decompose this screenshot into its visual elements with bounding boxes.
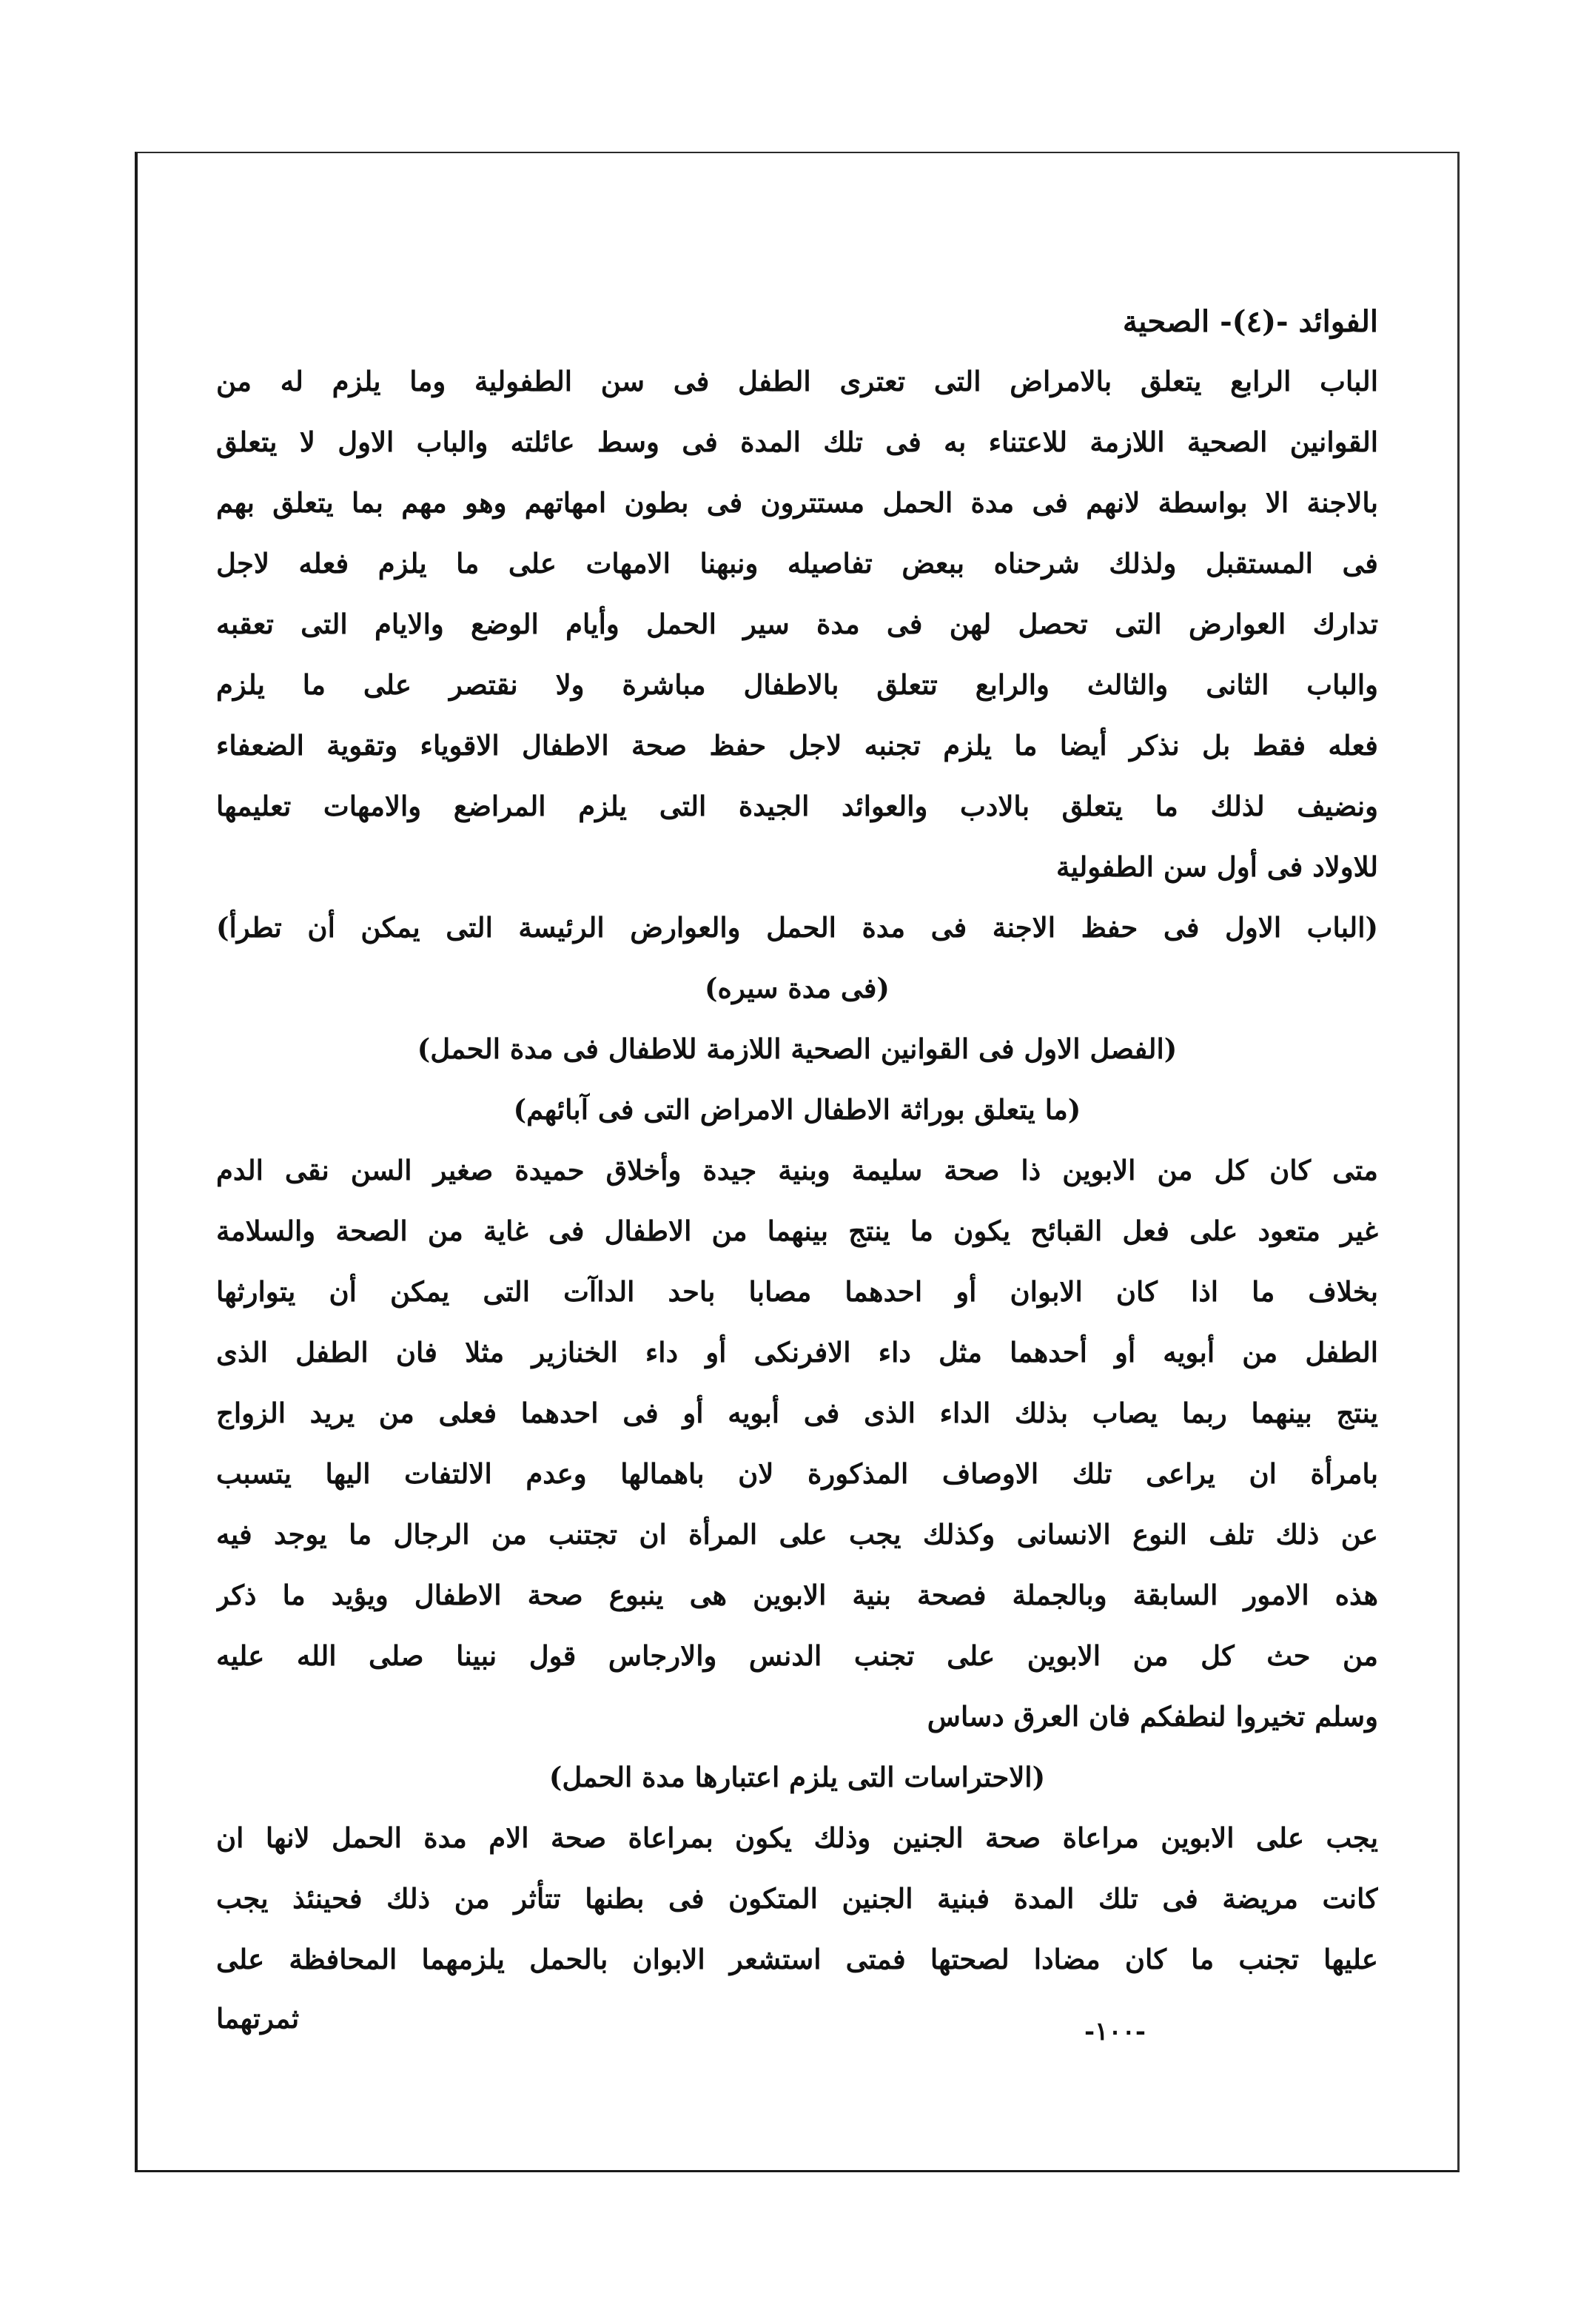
text-line: بامرأة ان يراعى تلك الاوصاف المذكورة لان باهمالها وعدم الالتفات اليها يتسبب — [216, 1457, 1378, 1490]
text-line: غير متعود على فعل القبائح يكون ما ينتج بينهما من الاطفال فى غاية من الصحة والسلامة — [216, 1215, 1378, 1247]
text-line: فعله فقط بل نذكر أيضا ما يلزم تجنبه لاجل حفظ صحة الاطفال الاقوياء وتقوية الضعفاء — [216, 729, 1378, 762]
text-line: بخلاف ما اذا كان الابوان أو احدهما مصابا باحد الداآت التى يمكن أن يتوارثها — [216, 1275, 1378, 1308]
text-line: يجب على الابوين مراعاة صحة الجنين وذلك يكون بمراعاة صحة الام مدة الحمل لانها ان — [216, 1821, 1378, 1854]
text-line: الباب الرابع يتعلق بالامراض التى تعترى الطفل فى سن الطفولية وما يلزم له من — [216, 365, 1378, 397]
section-heading: (الفصل الاول فى القوانين الصحية اللازمة للاطفال فى مدة الحمل) — [417, 1032, 1178, 1065]
text-line: والباب الثانى والثالث والرابع تتعلق بالاطفال مباشرة ولا نقتصر على ما يلزم — [216, 668, 1378, 701]
text-line: للاولاد فى أول سن الطفولية — [1055, 850, 1378, 883]
body-text — [216, 352, 1378, 1990]
text-line: هذه الامور السابقة وبالجملة فصحة بنية الابوين هى ينبوع صحة الاطفال ويؤيد ما ذكر — [216, 1579, 1378, 1611]
text-line: من حث كل من الابوين على تجنب الدنس والارجاس قول نبينا صلى الله عليه — [216, 1639, 1378, 1672]
text-line: الطفل من أبويه أو أحدهما مثل داء الافرنكى أو داء الخنازير مثلا فان الطفل الذى — [216, 1336, 1378, 1368]
text-line: بالاجنة الا بواسطة لانهم فى مدة الحمل مستترون فى بطون امهاتهم وهو مهم بما يتعلق بهم — [216, 486, 1378, 519]
text-line: وسلم تخيروا لنطفكم فان العرق دساس — [927, 1700, 1378, 1733]
text-line: فى المستقبل ولذلك شرحناه ببعض تفاصيله ونبهنا الامهات على ما يلزم فعله لاجل — [216, 547, 1378, 580]
running-header: الفوائد -(٤)- الصحية — [1122, 304, 1378, 339]
catchword: ثمرتهما — [216, 2002, 300, 2035]
section-heading: (الاحتراسات التى يلزم اعتبارها مدة الحمل) — [548, 1761, 1046, 1793]
text-line: ينتج بينهما ربما يصاب بذلك الداء الذى فى أبويه أو فى احدهما فعلى من يريد الزواج — [216, 1397, 1378, 1429]
section-heading: (ما يتعلق بوراثة الاطفال الامراض التى فى آبائهم) — [513, 1093, 1081, 1126]
text-line: كانت مريضة فى تلك المدة فبنية الجنين المتكون فى بطنها تتأثر من ذلك فحينئذ يجب — [216, 1882, 1378, 1915]
text-line: متى كان كل من الابوين ذا صحة سليمة وبنية جيدة وأخلاق حميدة صغير السن نقى الدم — [216, 1154, 1378, 1186]
text-line: (الباب الاول فى حفظ الاجنة فى مدة الحمل والعوارض الرئيسة التى يمكن أن تطرأ) — [216, 911, 1378, 944]
text-line: عليها تجنب ما كان مضادا لصحتها فمتى استشعر الابوان بالحمل يلزمهما المحافظة على — [216, 1943, 1378, 1975]
section-heading: (فى مدة سيره) — [705, 972, 890, 1004]
text-line: ونضيف لذلك ما يتعلق بالادب والعوائد الجيدة التى يلزم المراضع والامهات تعليمها — [216, 790, 1378, 822]
text-line: تدارك العوارض التى تحصل لهن فى مدة سير الحمل وأيام الوضع والايام التى تعقبه — [216, 608, 1378, 640]
page-number: -١٠٠- — [1084, 2017, 1146, 2046]
document-body — [216, 300, 1378, 1990]
text-line: عن ذلك تلف النوع الانسانى وكذلك يجب على المرأة ان تجتنب من الرجال ما يوجد فيه — [216, 1518, 1378, 1551]
text-line: القوانين الصحية اللازمة للاعتناء به فى تلك المدة فى وسط عائلته والباب الاول لا يتعلق — [216, 426, 1378, 458]
